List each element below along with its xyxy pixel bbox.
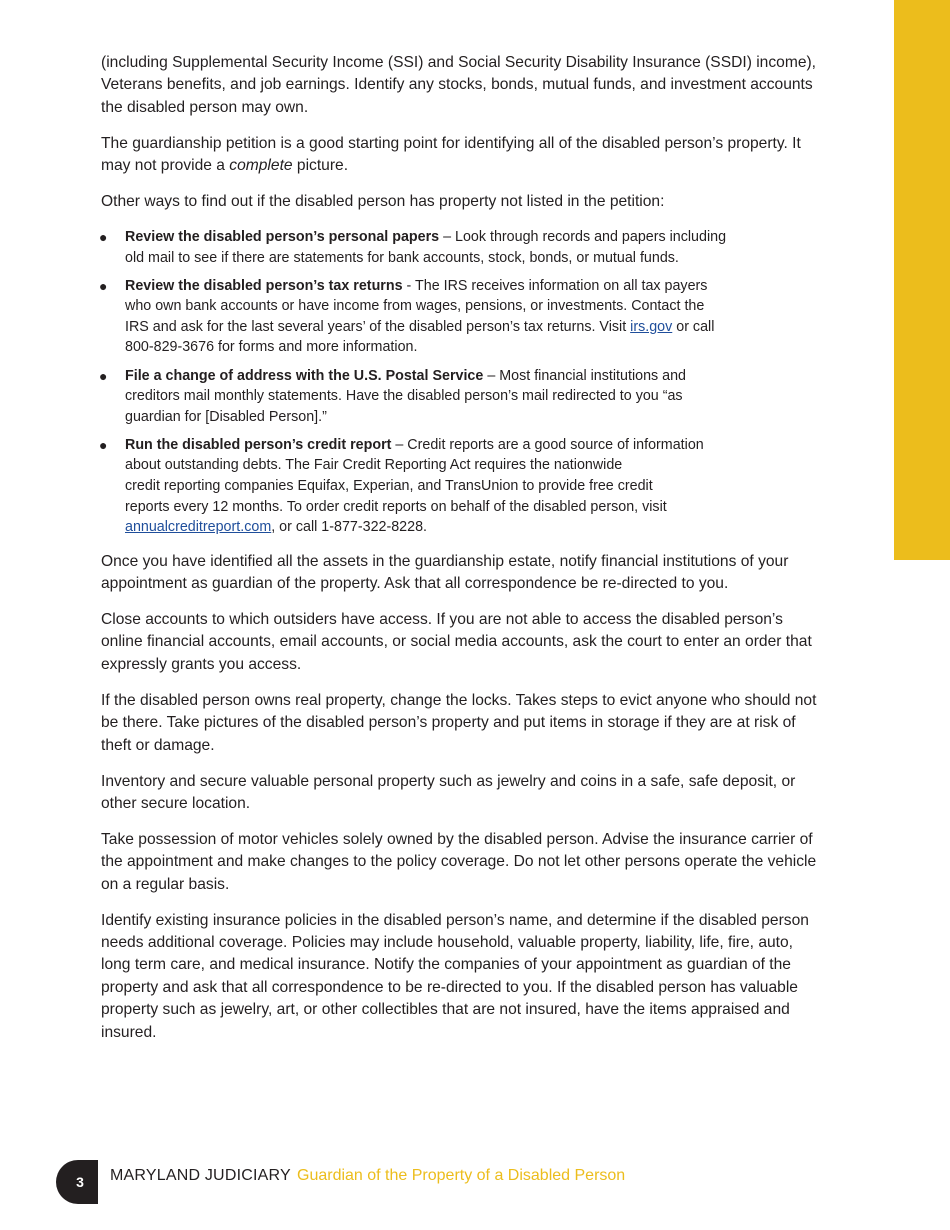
bullet-text: or call <box>672 318 715 335</box>
paragraph-motor-vehicles: Take possession of motor vehicles solely owned by the disabled person. Advise the insurance carrier of the appointment and make changes to the policy coverage. Do not let other persons operate the vehicle on a regular basis. <box>101 830 817 893</box>
bullet-text: – Most financial institutions and <box>483 367 686 384</box>
annualcreditreport-link[interactable]: annualcreditreport.com <box>125 519 272 536</box>
bullet-text: about outstanding debts. The Fair Credit Reporting Act requires the nationwide <box>125 457 623 474</box>
list-item <box>101 276 817 358</box>
irs-link[interactable]: irs.gov <box>630 318 673 335</box>
paragraph-real-property: If the disabled person owns real property, change the locks. Takes steps to evict anyone who should not be there. Take pictures of the disabled person’s property and put items in storage if they are at risk of theft or damage. <box>101 691 817 754</box>
bullet-text: creditors mail monthly statements. Have the disabled person’s mail redirected to you “as <box>125 388 683 405</box>
bullet-text: guardian for [Disabled Person].” <box>125 408 327 425</box>
paragraph-income-sources: (including Supplemental Security Income (SSI) and Social Security Disability Insurance (SSDI) income), Veterans benefits, and job earnings. Identify any stocks, bonds, mutual funds, and investment accounts the disabled person may own. <box>101 54 817 116</box>
bullet-heading: Review the disabled person’s tax returns <box>125 277 403 294</box>
paragraph-notify-institutions: Once you have identified all the assets in the guardianship estate, notify financial institutions of your appointment as guardian of the property. Ask that all correspondence be re-directed to you. <box>101 552 789 593</box>
list-item <box>101 435 817 538</box>
bullet-text: reports every 12 months. To order credit reports on behalf of the disabled person, visit <box>125 498 667 515</box>
petition-text-emphasis: complete <box>229 157 293 175</box>
list-item <box>101 366 817 428</box>
bullet-icon: ● <box>99 436 108 453</box>
paragraph-close-accounts: Close accounts to which outsiders have access. If you are not able to access the disabled person’s online financial accounts, email accounts, or social media accounts, ask the court to enter an order that expressly grants you access. <box>101 611 812 673</box>
paragraph-insurance: Identify existing insurance policies in the disabled person’s name, and determine if the disabled person needs additional coverage. Policies may include household, valuable property, liability, life, fire, auto, long term care, and medical insurance. Notify the companies of your appointment as guardian of the property and ask that all correspondence to be re-directed to you. If the disabled person has valuable property such as jewelry, art, or other collectibles that are not insured, have the items appraised and insured. <box>101 911 809 1041</box>
bullet-heading: Review the disabled person’s personal papers <box>125 228 440 245</box>
bullet-icon: ● <box>99 228 108 245</box>
bullet-text: who own bank accounts or have income from wages, pensions, or investments. Contact the <box>125 298 705 315</box>
petition-text-post: picture. <box>292 157 349 175</box>
bullet-text: , or call 1-877-322-8228. <box>271 519 428 536</box>
paragraph-other-ways: Other ways to find out if the disabled person has property not listed in the petition: <box>101 193 665 211</box>
bullet-text: credit reporting companies Equifax, Experian, and TransUnion to provide free credit <box>125 477 653 494</box>
bullet-text: old mail to see if there are statements for bank accounts, stock, bonds, or mutual funds. <box>125 249 679 266</box>
paragraph-inventory: Inventory and secure valuable personal property such as jewelry and coins in a safe, safe deposit, or other secure location. <box>101 772 796 812</box>
bullet-text: IRS and ask for the last several years’ of the disabled person’s tax returns. Visit <box>125 318 631 335</box>
bullet-heading: Run the disabled person’s credit report <box>125 436 392 453</box>
page-number-badge <box>56 1160 98 1204</box>
petition-text-pre: The guardianship petition is a good starting point for identifying all of the disabled person’s property. It may not provide a <box>101 134 801 175</box>
bullet-text: 800-829-3676 for forms and more information. <box>125 339 418 356</box>
bullet-heading: File a change of address with the U.S. Postal Service <box>125 367 484 384</box>
document-body <box>101 52 817 1057</box>
list-item <box>101 227 817 268</box>
bullet-list <box>101 227 817 538</box>
bullet-text: – Look through records and papers including <box>439 228 727 245</box>
footer-org-name: MARYLAND JUDICIARY <box>110 1167 291 1184</box>
page-number: 3 <box>76 1174 84 1190</box>
bullet-text: - The IRS receives information on all tax payers <box>402 277 708 294</box>
decorative-side-bar <box>894 0 950 560</box>
bullet-icon: ● <box>99 277 108 294</box>
bullet-icon: ● <box>99 367 108 384</box>
footer-document-title: Guardian of the Property of a Disabled Person <box>297 1167 626 1184</box>
paragraph-petition <box>101 133 817 178</box>
bullet-text: – Credit reports are a good source of information <box>391 436 704 453</box>
